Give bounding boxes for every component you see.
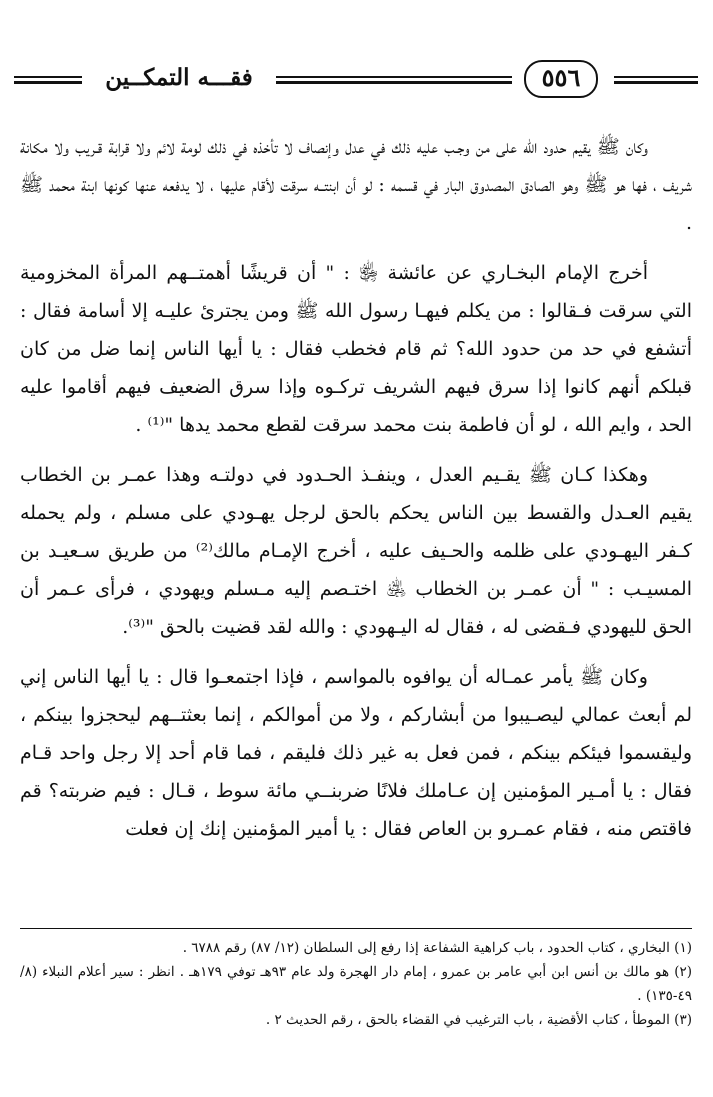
footnote: (٣) الموطأ ، كتاب الأقضية ، باب الترغيب في القضاء بالحق ، رقم الحديث ٢ . — [265, 1012, 692, 1028]
paragraph: وهكذا كـان ﷺ يقـيم العدل ، وينفـذ الحـدود في دولتـه وهذا عمـر بن الخطاب يقيم العـدل والقسط بين الناس يحكم بالحق لرجل يهـودي على مسلم ، ولم يحمله كـفر اليهـودي على ظلمه والحـيف عليه ، أخرج الإمـام مالك⁽²⁾ من طريق سـعيـد بن المسيـب : " أن عمـر بن الخطاب ﵁ اختـصم إليه مـسلم ويهودي ، فرأى عـمر أن الحق لليهودي فـقضى له ، فقال له اليـهودي : والله لقد قضيت بالحق "⁽³⁾. — [20, 464, 693, 638]
paragraph: وكان ﷺ يأمر عمـاله أن يوافوه بالمواسم ، فإذا اجتمعـوا قال : يا أيها الناس إني لم أبعث عمالي ليصـيبوا من أبشاركم ، ولا من أموالكم ، إنما بعثتــهم ليحجزوا بينكم ، وليقسموا فيئكم بينكم ، فمن فعل به غير ذلك فليقم ، فما قام أحد إلا رجل واحد قـام فقال : يا أمـير المؤمنين إن عـاملك فلانًا ضربنــي مائة سوط ، قـال : فيم ضربته؟ قم فاقتص منه ، فقام عمـرو بن العاص فقال : يا أمير المؤمنين إنك إن فعلت — [20, 666, 692, 840]
header-rule-right — [614, 76, 698, 78]
main-text — [20, 128, 692, 860]
header-rule-middle-thick — [276, 81, 512, 84]
footnote-separator — [20, 928, 692, 929]
paragraph: وكان ﷺ يقيم حدود الله على من وجـب عليه ذلك في عدل وإنصاف لا تأخذه في ذلك لومة لائم ولا قرابة قـريب ولا مكانة شريف ، فها هو ﷺ وهو الصادق المصدوق البار في قسمه : لو أن ابنتــه سرقت لأقام عليها ، لا يدفعه عنها كونها ابنة محمد ﷺ . — [20, 136, 692, 234]
paragraph: أخرج الإمام البخـاري عن عائشة ﵂ : " أن قريشًا أهمتــهم المرأة المخزومية التي سرقت فـقالوا : من يكلم فيهـا رسول الله ﷺ ومن يجترئ عليـه إلا أسامة فقال : أتشفع في حد من حدود الله؟ ثم قام فخطب فقال : يا أيها الناس إنما ضل من كان قبلكم أنهم كانوا إذا سرق فيهم الشريف تركـوه وإذا سرق الضعيف فيهم أقاموا عليه الحد ، وايم الله ، لو أن فاطمة بنت محمد سرقت لقطع محمد يدها "⁽¹⁾ . — [20, 262, 692, 436]
header-rule-middle — [276, 76, 512, 78]
header-rule-left-thick — [14, 81, 82, 84]
footnotes — [20, 936, 692, 1032]
footnote: (١) البخاري ، كتاب الحدود ، باب كراهية الشفاعة إذا رفع إلى السلطان (١٢/ ٨٧) رقم ٦٧٨٨ . — [182, 940, 692, 956]
page-number: ٥٥٦ — [524, 60, 598, 98]
header-rule-right-thick — [614, 81, 698, 84]
running-title: فقـــه التمكــين — [105, 64, 253, 91]
footnote: (٢) هو مالك بن أنس ابن أبي عامر بن عمرو ، إمام دار الهجرة ولد عام ٩٣هـ توفي ١٧٩هـ . انظر : سير أعلام النبلاء (٨/ ٤٩-١٣٥) . — [20, 964, 693, 1004]
page-header — [14, 52, 700, 104]
header-rule-left — [14, 76, 82, 78]
